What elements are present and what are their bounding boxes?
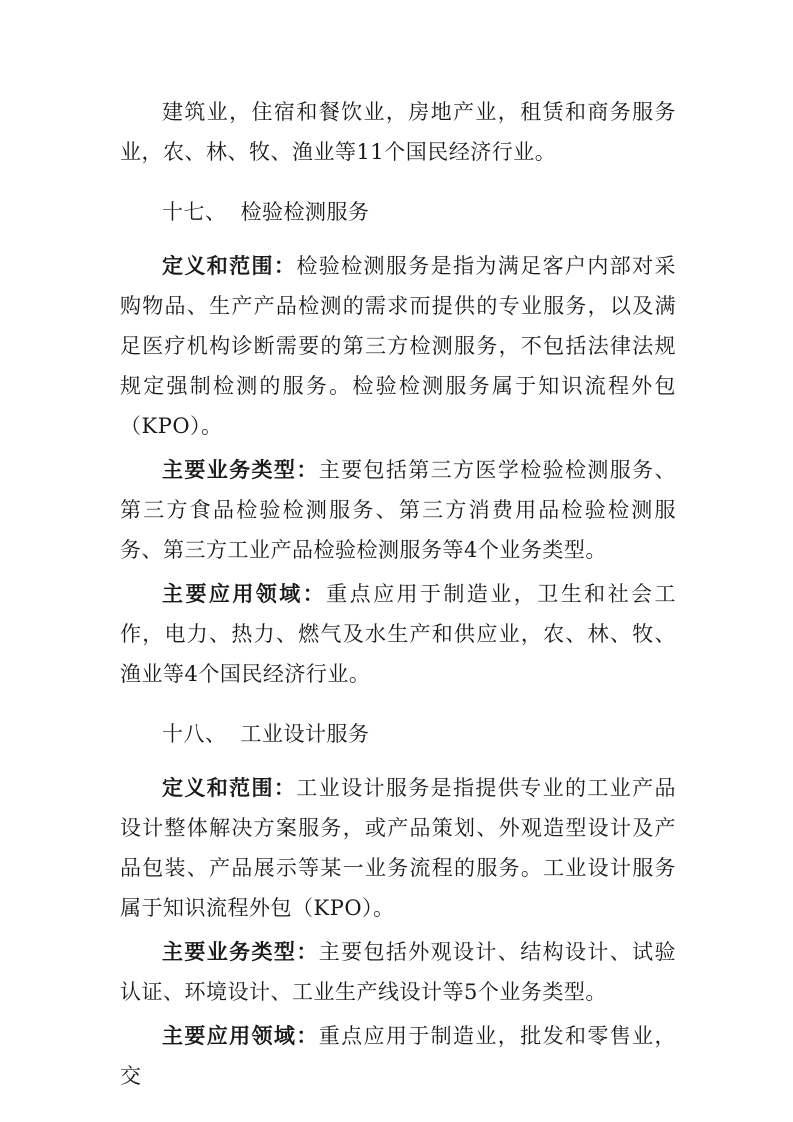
document-body (120, 92, 676, 1096)
business-types-label: 主要业务类型： (162, 940, 319, 964)
business-types-paragraph (120, 932, 676, 1012)
definition-text: 工业设计服务是指提供专业的工业产品设计整体解决方案服务，或产品策划、外观造型设计及产品包装、产品展示等某一业务流程的服务。工业设计服务属于知识流程外包（KPO）。 (120, 776, 677, 920)
section-heading-18 (120, 714, 676, 754)
section-title: 工业设计服务 (240, 722, 370, 746)
definition-label: 定义和范围： (162, 254, 297, 278)
intro-paragraph: 建筑业，住宿和餐饮业，房地产业，租赁和商务服务业，农、林、牧、渔业等11个国民经济行业。 (120, 100, 676, 164)
business-types-label: 主要业务类型： (162, 458, 319, 482)
section-title: 检验检测服务 (240, 200, 370, 224)
business-types-text: 主要包括外观设计、结构设计、试验认证、环境设计、工业生产线设计等5个业务类型。 (120, 940, 677, 1004)
business-types-paragraph (120, 450, 676, 570)
application-fields-text: 重点应用于制造业，卫生和社会工作，电力、热力、燃气及水生产和供应业，农、林、牧、渔业等4个国民经济行业。 (120, 582, 677, 686)
section-number: 十七、 (162, 200, 227, 224)
application-fields-paragraph (120, 574, 676, 694)
application-fields-text: 重点应用于制造业，批发和零售业，交 (120, 1024, 677, 1088)
application-fields-label: 主要应用领域： (162, 1024, 319, 1048)
definition-paragraph (120, 768, 676, 928)
application-fields-label: 主要应用领域： (162, 582, 327, 606)
business-types-text: 主要包括第三方医学检验检测服务、第三方食品检验检测服务、第三方消费用品检验检测服务、第三方工业产品检验检测服务等4个业务类型。 (120, 458, 677, 562)
definition-label: 定义和范围： (162, 776, 297, 800)
application-fields-paragraph (120, 1016, 676, 1096)
section-heading-17 (120, 192, 676, 232)
section-number: 十八、 (162, 722, 227, 746)
definition-paragraph (120, 246, 676, 446)
definition-text: 检验检测服务是指为满足客户内部对采购物品、生产产品检测的需求而提供的专业服务，以及满足医疗机构诊断需要的第三方检测服务，不包括法律法规规定强制检测的服务。检验检测服务属于知识流程外包（KPO）。 (120, 254, 677, 438)
